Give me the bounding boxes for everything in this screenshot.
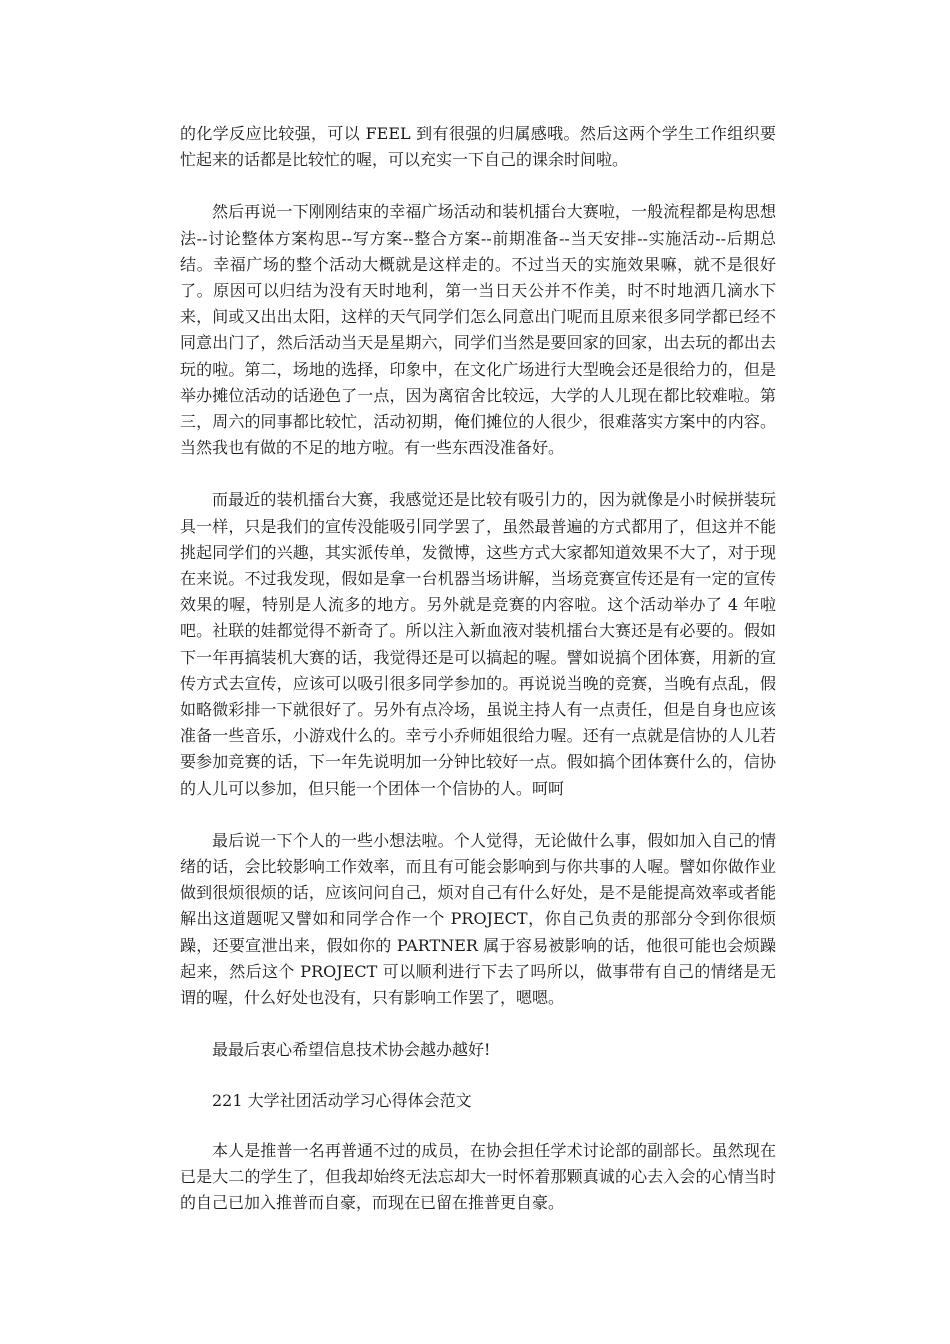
document-page (180, 121, 776, 1242)
section-heading: 221 大学社团活动学习心得体会范文 (212, 1090, 472, 1110)
paragraph-introduction: 本人是推普一名再普通不过的成员，在协会担任学术讨论部的副部长。虽然现在已是大二的学生了，但我却始终无法忘却大一时怀着那颗真诚的心去入会的心情当时的自己已加入推普而自豪，而现在已留在推普更自豪。 (180, 1140, 776, 1213)
paragraph-closing-wish: 最最后衷心希望信息技术协会越办越好! (212, 1040, 491, 1060)
paragraph-competition: 而最近的装机擂台大赛，我感觉还是比较有吸引力的，因为就像是小时候拼装玩具一样，只是我们的宣传没能吸引同学罢了，虽然最普遍的方式都用了，但这并不能挑起同学们的兴趣，其实派传单，发微博，这些方式大家都知道效果不大了，对于现在来说。不过我发现，假如是拿一台机器当场讲解，当场竞赛宣传还是有一定的宣传效果的喔，特别是人流多的地方。另外就是竞赛的内容啦。这个活动举办了 4 年啦吧。社联的娃都觉得不新奇了。所以注入新血液对装机擂台大赛还是有必要的。假如下一年再搞装机大赛的话，我觉得还是可以搞起的喔。譬如说搞个团体赛，用新的宣传方式去宣传，应该可以吸引很多同学参加的。再说说当晚的竞赛，当晚有点乱，假如略微彩排一下就很好了。另外有点冷场，虽说主持人有一点责任，但是自身也应该准备一些音乐，小游戏什么的。幸亏小乔师姐很给力喔。还有一点就是信协的人儿若要参加竞赛的话，下一年先说明加一分钟比较好一点。假如搞个团体赛什么的，信协的人儿可以参加，但只能一个团体一个信协的人。呵呵 (180, 490, 776, 798)
paragraph-activity-summary: 然后再说一下刚刚结束的幸福广场活动和装机擂台大赛啦，一般流程都是构思想法--讨论整体方案构思--写方案--整合方案--前期准备--当天安排--实施活动--后期总结。幸福广场的整个活动大概就是这样走的。不过当天的实施效果嘛，就不是很好了。原因可以归结为没有天时地利，第一当日天公并不作美，时不时地洒几滴水下来，间或又出出太阳，这样的天气同学们怎么同意出门呢而且原来很多同学都已经不同意出门了，然后活动当天是星期六，同学们当然是要回家的回家，出去玩的都出去玩的啦。第二，场地的选择，印象中，在文化广场进行大型晚会还是很给力的，但是举办摊位活动的话逊色了一点，因为离宿舍比较远，大学的人儿现在都比较难啦。第三，周六的同事都比较忙，活动初期，俺们摊位的人很少，很难落实方案中的内容。当然我也有做的不足的地方啦。有一些东西没准备好。 (180, 202, 776, 458)
paragraph-continuation: 的化学反应比较强，可以 FEEL 到有很强的归属感哦。然后这两个学生工作组织要忙起来的话都是比较忙的喔，可以充实一下自己的课余时间啦。 (180, 124, 776, 170)
paragraph-personal-thoughts: 最后说一下个人的一些小想法啦。个人觉得，无论做什么事，假如加入自己的情绪的话，会比较影响工作效率，而且有可能会影响到与你共事的人喔。譬如你做作业做到很烦很烦的话，应该问问自己，烦对自己有什么好处，是不是能提高效率或者能解出这道题呢又譬如和同学合作一个 PROJECT，你自己负责的那部分令到你很烦躁，还要宣泄出来，假如你的 PARTNER 属于容易被影响的话，他很可能也会烦躁起来，然后这个 PROJECT 可以顺利进行下去了吗所以，做事带有自己的情绪是无谓的喔，什么好处也没有，只有影响工作罢了，嗯嗯。 (180, 830, 776, 1008)
